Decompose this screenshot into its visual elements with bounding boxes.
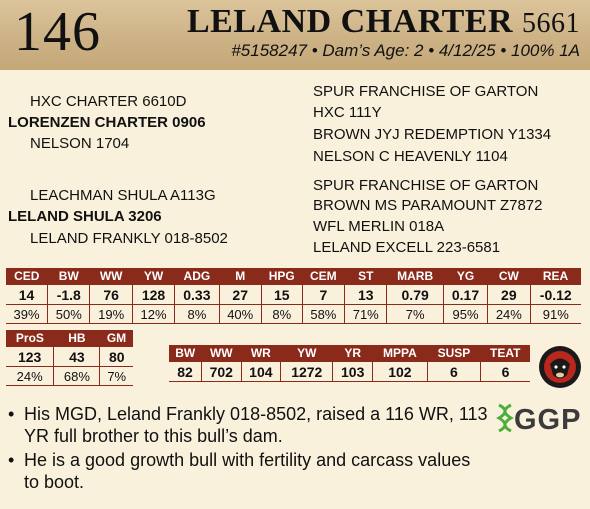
- actual-value-row: [169, 362, 530, 382]
- lot-number: 146: [14, 1, 101, 63]
- epd-percentile: 91%: [530, 305, 581, 324]
- epd-value: -0.12: [530, 285, 581, 305]
- index-header: ProS: [6, 330, 54, 347]
- ggp-logo-text: GGP: [514, 404, 582, 436]
- epd-value: 14: [6, 285, 48, 305]
- pedigree-dam-sire: LEACHMAN SHULA A113G: [30, 187, 216, 204]
- pedigree-sire-sire-sire: SPUR FRANCHISE OF GARTON: [313, 83, 539, 100]
- epd-value: 29: [488, 285, 530, 305]
- epd-header: ST: [345, 268, 387, 285]
- index-percentile: 68%: [54, 367, 100, 386]
- notes-list: [8, 403, 488, 495]
- actual-value: 702: [201, 362, 241, 382]
- actual-value: 82: [169, 362, 201, 382]
- index-table: [6, 330, 133, 386]
- epd-header: REA: [530, 268, 581, 285]
- epd-percentile: 40%: [219, 305, 261, 324]
- epd-header: HPG: [261, 268, 302, 285]
- actual-header: BW: [169, 345, 201, 362]
- animal-title: [187, 4, 580, 42]
- epd-percentile: 58%: [302, 305, 344, 324]
- epd-header: WW: [90, 268, 132, 285]
- epd-header: CEM: [302, 268, 344, 285]
- epd-value: 0.79: [387, 285, 443, 305]
- header-banner: [0, 0, 590, 70]
- pedigree-dam-sire-sire: SPUR FRANCHISE OF GARTON: [313, 177, 539, 194]
- actual-value: 1272: [281, 362, 333, 382]
- dna-helix-icon: [496, 403, 514, 438]
- pedigree-sire: LORENZEN CHARTER 0906: [8, 114, 206, 131]
- epd-header: YG: [443, 268, 487, 285]
- pedigree-sire-dam-sire: BROWN JYJ REDEMPTION Y1334: [313, 126, 552, 143]
- pedigree-dam-dam-sire: WFL MERLIN 018A: [313, 218, 445, 235]
- epd-value: 7: [302, 285, 344, 305]
- epd-header: M: [219, 268, 261, 285]
- actual-header-row: [169, 345, 530, 362]
- animal-subtitle: #5158247 • Dam’s Age: 2 • 4/12/25 • 100% 1A: [231, 41, 580, 60]
- epd-value: 76: [90, 285, 132, 305]
- epd-percentile: 8%: [175, 305, 219, 324]
- pedigree-sire-dam-dam: NELSON C HEAVENLY 1104: [313, 148, 508, 165]
- epd-value: 15: [261, 285, 302, 305]
- epd-percentile: 71%: [345, 305, 387, 324]
- epd-header: MARB: [387, 268, 443, 285]
- pedigree-sire-dam: NELSON 1704: [30, 135, 130, 152]
- index-header-row: [6, 330, 133, 347]
- index-percentile: 7%: [100, 367, 133, 386]
- actual-header: YR: [333, 345, 373, 362]
- epd-percentile: 95%: [443, 305, 487, 324]
- index-header: HB: [54, 330, 100, 347]
- epd-value: 0.17: [443, 285, 487, 305]
- epd-value: 0.33: [175, 285, 219, 305]
- index-value: 80: [100, 347, 133, 367]
- actual-header: TEAT: [480, 345, 530, 362]
- actual-data-table: [169, 345, 530, 382]
- epd-header: ADG: [175, 268, 219, 285]
- actual-header: SUSP: [427, 345, 480, 362]
- note-text: His MGD, Leland Frankly 018-8502, raised a 116 WR, 113 YR full brother to this bull’s dam.: [24, 404, 488, 446]
- index-value-row: [6, 347, 133, 367]
- pedigree-sire-sire: HXC CHARTER 6610D: [30, 93, 187, 110]
- animal-name: LELAND CHARTER: [186, 3, 513, 40]
- actual-header: WR: [241, 345, 281, 362]
- epd-header: CW: [488, 268, 530, 285]
- pedigree-dam: LELAND SHULA 3206: [8, 208, 162, 225]
- pedigree-dam-sire-dam: BROWN MS PARAMOUNT Z7872: [313, 197, 543, 214]
- actual-value: 6: [427, 362, 480, 382]
- epd-percentile: 50%: [48, 305, 90, 324]
- note-text: He is a good growth bull with fertility and carcass values to boot.: [24, 450, 471, 492]
- actual-header: WW: [201, 345, 241, 362]
- actual-value: 6: [480, 362, 530, 382]
- index-percentile-row: [6, 367, 133, 386]
- epd-value: 13: [345, 285, 387, 305]
- pedigree-dam-dam: LELAND FRANKLY 018-8502: [30, 230, 228, 247]
- epd-value-row: [6, 285, 581, 305]
- epd-value: 27: [219, 285, 261, 305]
- note-item: [8, 449, 488, 493]
- index-value: 123: [6, 347, 54, 367]
- ggp-logo: [496, 403, 581, 438]
- index-value: 43: [54, 347, 100, 367]
- animal-reg-number: 5661: [522, 8, 580, 39]
- epd-header: CED: [6, 268, 48, 285]
- pedigree-dam-dam-dam: LELAND EXCELL 223-6581: [313, 239, 501, 256]
- epd-header-row: [6, 268, 581, 285]
- red-angus-logo-icon: [538, 345, 582, 394]
- epd-percentile-row: [6, 305, 581, 324]
- epd-percentile: 8%: [261, 305, 302, 324]
- bullet-icon: •: [8, 404, 15, 424]
- index-percentile: 24%: [6, 367, 54, 386]
- pedigree-sire-sire-dam: HXC 111Y: [313, 104, 382, 121]
- epd-percentile: 24%: [488, 305, 530, 324]
- epd-percentile: 12%: [132, 305, 174, 324]
- epd-header: YW: [132, 268, 174, 285]
- epd-table: [6, 268, 581, 324]
- actual-value: 103: [333, 362, 373, 382]
- epd-value: 128: [132, 285, 174, 305]
- actual-value: 104: [241, 362, 281, 382]
- actual-value: 102: [372, 362, 427, 382]
- epd-percentile: 19%: [90, 305, 132, 324]
- index-header: GM: [100, 330, 133, 347]
- epd-value: -1.8: [48, 285, 90, 305]
- epd-percentile: 39%: [6, 305, 48, 324]
- actual-header: MPPA: [372, 345, 427, 362]
- epd-percentile: 7%: [387, 305, 443, 324]
- bullet-icon: •: [8, 450, 15, 470]
- epd-header: BW: [48, 268, 90, 285]
- actual-header: YW: [281, 345, 333, 362]
- note-item: [8, 403, 488, 447]
